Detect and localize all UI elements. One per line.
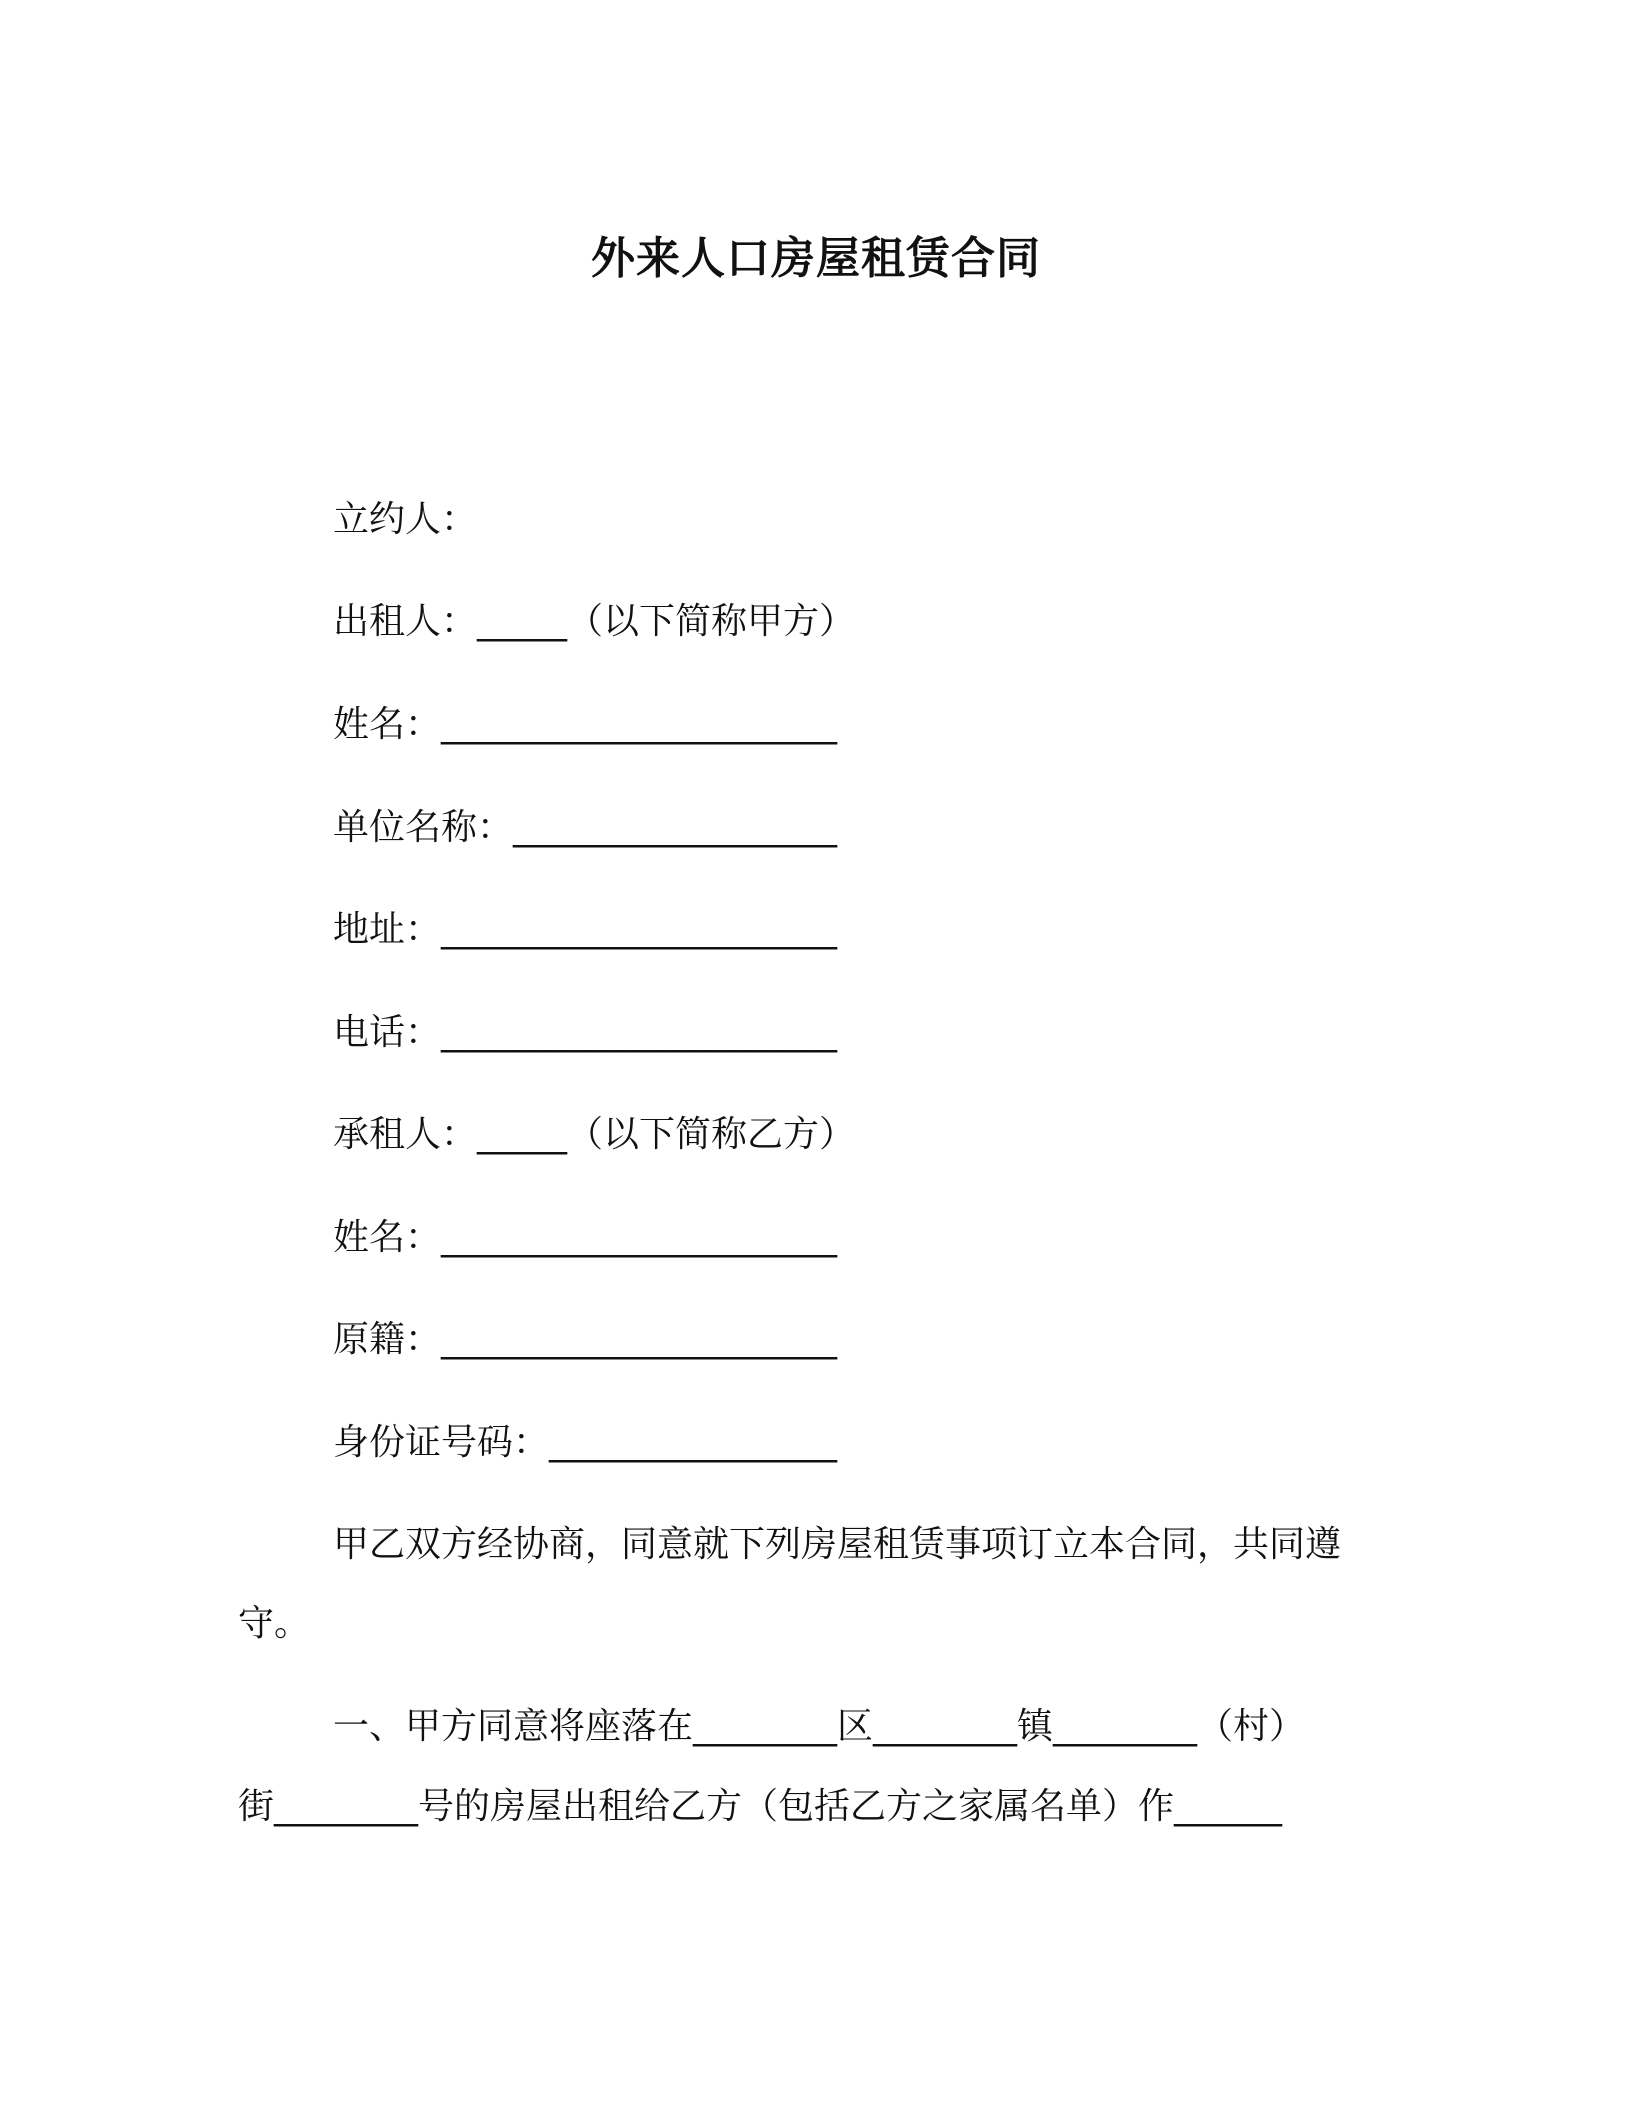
field-lessee-name: 姓名：______________________ (333, 1217, 838, 1258)
field-lessor-unit: 单位名称：__________________ (333, 807, 838, 848)
field-lessee-id: 身份证号码：________________ (333, 1422, 838, 1463)
clause-1-line-1: 一、甲方同意将座落在________区________镇________（村） (333, 1706, 1306, 1747)
field-lessor-phone: 电话：______________________ (333, 1012, 838, 1053)
document-title: 外来人口房屋租赁合同 (591, 233, 1041, 284)
field-lessor-name: 姓名：______________________ (333, 704, 838, 745)
intro-paragraph-line-2: 守。 (238, 1603, 311, 1644)
clause-1-line-2: 街________号的房屋出租给乙方（包括乙方之家属名单）作______ (238, 1786, 1283, 1827)
field-lessor-address: 地址：______________________ (333, 909, 838, 950)
field-lessor: 出租人：_____（以下简称甲方） (333, 601, 856, 642)
field-parties: 立约人： (333, 499, 478, 540)
intro-paragraph-line-1: 甲乙双方经协商，同意就下列房屋租赁事项订立本合同，共同遵 (333, 1524, 1342, 1565)
field-lessee: 承租人：_____（以下简称乙方） (333, 1114, 856, 1155)
field-lessee-origin: 原籍：______________________ (333, 1319, 838, 1360)
